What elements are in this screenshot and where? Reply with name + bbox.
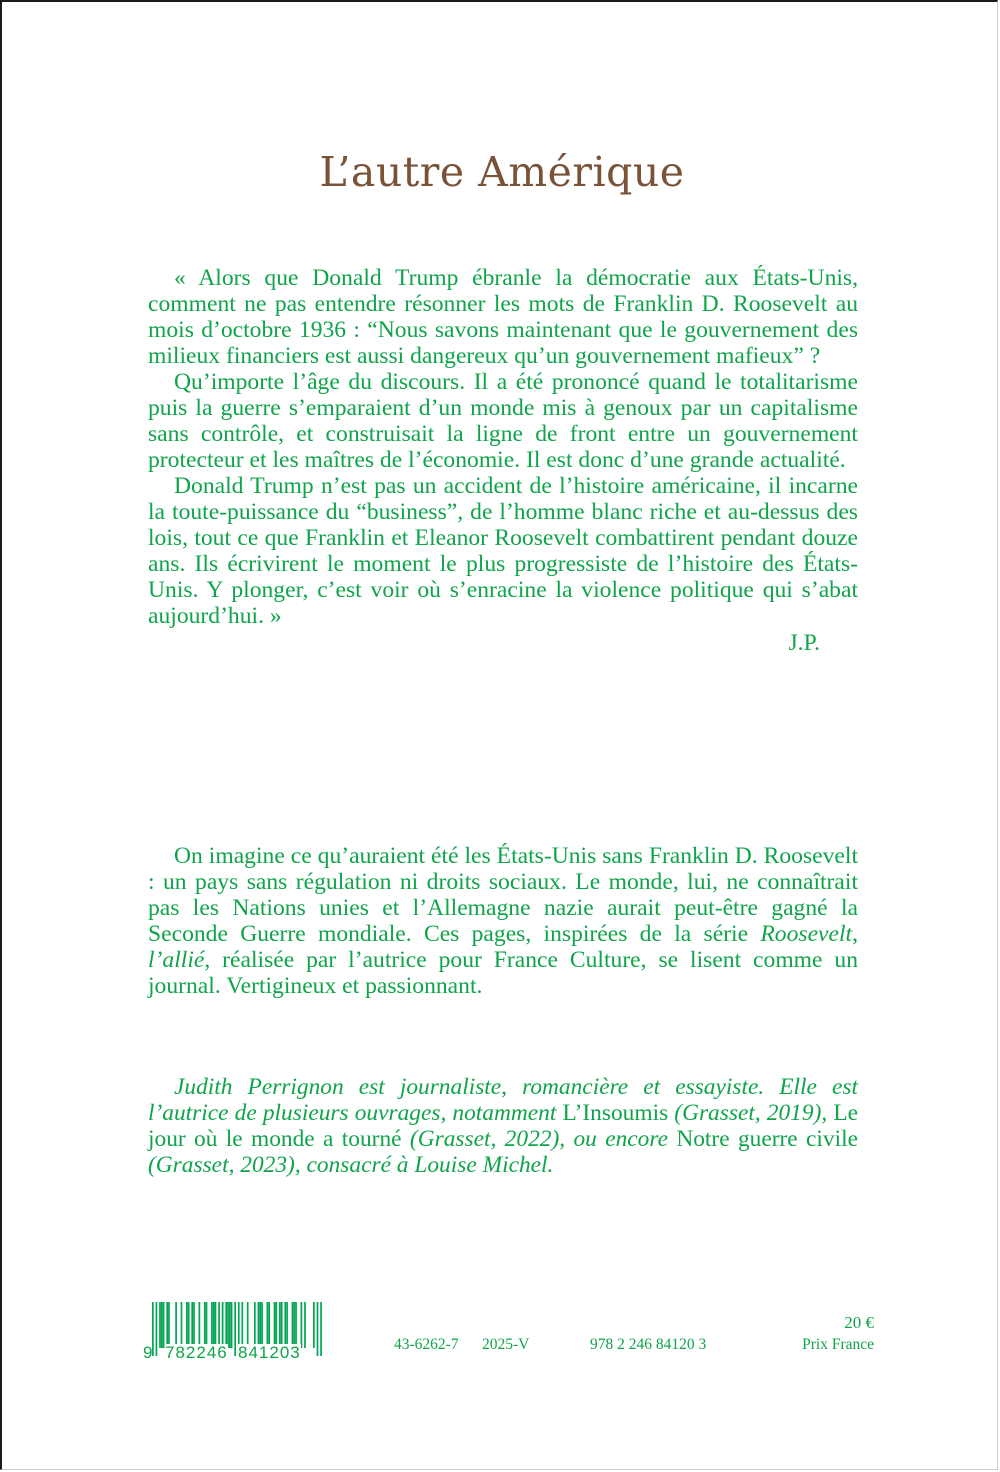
bio-paragraph [148, 1074, 858, 1178]
bio-book-2: Le jour où le monde a tourné [148, 1100, 858, 1152]
quote-paragraph-1: « Alors que Donald Trump ébranle la démocratie aux États-Unis, comment ne pas entendre résonner les mots de Franklin D. Roosevelt au mois d’octobre 1936 : “Nous savons maintenant que le gouvernement des milieux financiers est aussi dangereux qu’un gouvernement mafieux” ? [148, 265, 858, 369]
barcode-bar [258, 1302, 260, 1348]
barcode-bar [268, 1302, 270, 1348]
barcode-bar [186, 1302, 188, 1348]
product-code: 43-6262-7 [394, 1336, 459, 1353]
barcode-bar [159, 1302, 161, 1348]
barcode-bar [218, 1302, 220, 1348]
barcode-bar [275, 1302, 277, 1348]
barcode-bar [199, 1302, 201, 1348]
barcode-guard-bar [320, 1302, 322, 1356]
barcode-bar [181, 1302, 183, 1348]
book-summary [148, 843, 858, 999]
barcode-bar [191, 1302, 193, 1348]
author-bio [148, 1074, 858, 1178]
barcode-digits-left: 782246 [165, 1343, 228, 1362]
barcode-bar [168, 1302, 170, 1348]
series-title: Roosevelt [760, 921, 853, 947]
barcode-bar [254, 1302, 256, 1348]
barcode-bar [293, 1302, 295, 1348]
barcode-bar [166, 1302, 168, 1348]
barcode-bar [204, 1302, 206, 1348]
barcode-bar [292, 1302, 294, 1348]
barcode-bar [211, 1302, 213, 1348]
summary-text-2: , réalisée par l’autrice pour France Culture, se lisent comme un journal. Vertigineux et passionnant. [148, 947, 858, 999]
barcode-digit-first: 9 [143, 1343, 153, 1362]
summary-text-1: On imagine ce qu’auraient été les États-Unis sans Franklin D. Roosevelt : un pays sans régulation ni droits sociaux. Le monde, lui, ne connaîtrait pas les Nations unies et l’Allemagne nazie aurait peut-être gagné la Seconde Guerre mondiale. Ces pages, inspirées de la série [148, 843, 858, 947]
barcode-bar [281, 1302, 283, 1348]
edition-code: 2025-V [482, 1336, 530, 1353]
barcode-guard-bar [317, 1302, 319, 1356]
quote-paragraph-3: Donald Trump n’est pas un accident de l’histoire américaine, il incarne la toute-puissance du “business”, de l’homme blanc riche et au-dessus des lois, tout ce que Franklin et Eleanor Roosevelt combattirent pendant douze ans. Ils écrivirent le moment le plus progressiste de l’histoire des États-Unis. Y plonger, c’est voir où s’enracine la violence politique qui s’abat aujourd’hui. » [148, 473, 858, 629]
bio-book-3: Notre guerre civile [676, 1126, 859, 1152]
barcode-digits-right: 841203 [238, 1343, 301, 1362]
quote-paragraph-2: Qu’importe l’âge du discours. Il a été prononcé quand le totalitarisme puis la guerre s’emparaient d’un monde mis à genoux par un capitalisme sans contrôle, et construisait la ligne de front entre un gouvernement protecteur et les maîtres de l’économie. Il est donc d’une grande actualité. [148, 369, 858, 473]
bio-book-1: L’Insoumis [562, 1100, 669, 1126]
barcode-bar [227, 1302, 229, 1348]
price-label: Prix France [802, 1336, 874, 1353]
barcode-guard-bar [234, 1302, 236, 1356]
bio-book-3-publisher: (Grasset, 2023), consacré à Louise Michel. [148, 1152, 554, 1178]
barcode-bar [222, 1302, 224, 1348]
barcode-bar [304, 1302, 306, 1348]
barcode-bar [188, 1302, 190, 1348]
barcode-bar [259, 1302, 261, 1348]
barcode-bar [286, 1302, 288, 1348]
bio-book-2-publisher: (Grasset, 2022), ou encore [401, 1126, 677, 1152]
summary-paragraph [148, 843, 858, 999]
barcode-bar [215, 1302, 217, 1348]
barcode-bar [229, 1302, 231, 1348]
book-title: L’autre Amérique [319, 148, 685, 196]
bio-book-1-publisher: (Grasset, 2019), [668, 1100, 834, 1126]
barcode-bar [231, 1302, 233, 1348]
barcode-guard-bar [156, 1302, 158, 1356]
barcode-bar [284, 1302, 286, 1348]
barcode-bar [163, 1302, 165, 1348]
barcode-bar [175, 1302, 177, 1348]
barcode-bar [279, 1302, 281, 1348]
barcode-bar [274, 1302, 276, 1348]
barcode-bar [193, 1302, 195, 1348]
barcode-bar [206, 1302, 208, 1348]
author-quote [148, 265, 858, 656]
series-subtitle: l’allié [148, 947, 205, 973]
bio-intro: Judith Perrignon est journaliste, romancière et essayiste. Elle est l’autrice de plusieurs ouvrages, notamment [148, 1074, 858, 1126]
barcode-bar [313, 1302, 315, 1348]
series-separator: , [852, 921, 858, 947]
barcode-bar [225, 1302, 227, 1348]
barcode-bar [301, 1302, 303, 1348]
price: 20 € [844, 1313, 874, 1332]
barcode-bar [161, 1302, 163, 1348]
barcode-bar [295, 1302, 297, 1348]
quote-signature: J.P. [788, 630, 820, 656]
barcode-bar [261, 1302, 263, 1348]
barcode-bar [247, 1302, 249, 1348]
barcode-bar [241, 1302, 243, 1348]
barcode-bar [213, 1302, 215, 1348]
isbn-text: 978 2 246 84120 3 [590, 1336, 707, 1353]
barcode-bar [267, 1302, 269, 1348]
